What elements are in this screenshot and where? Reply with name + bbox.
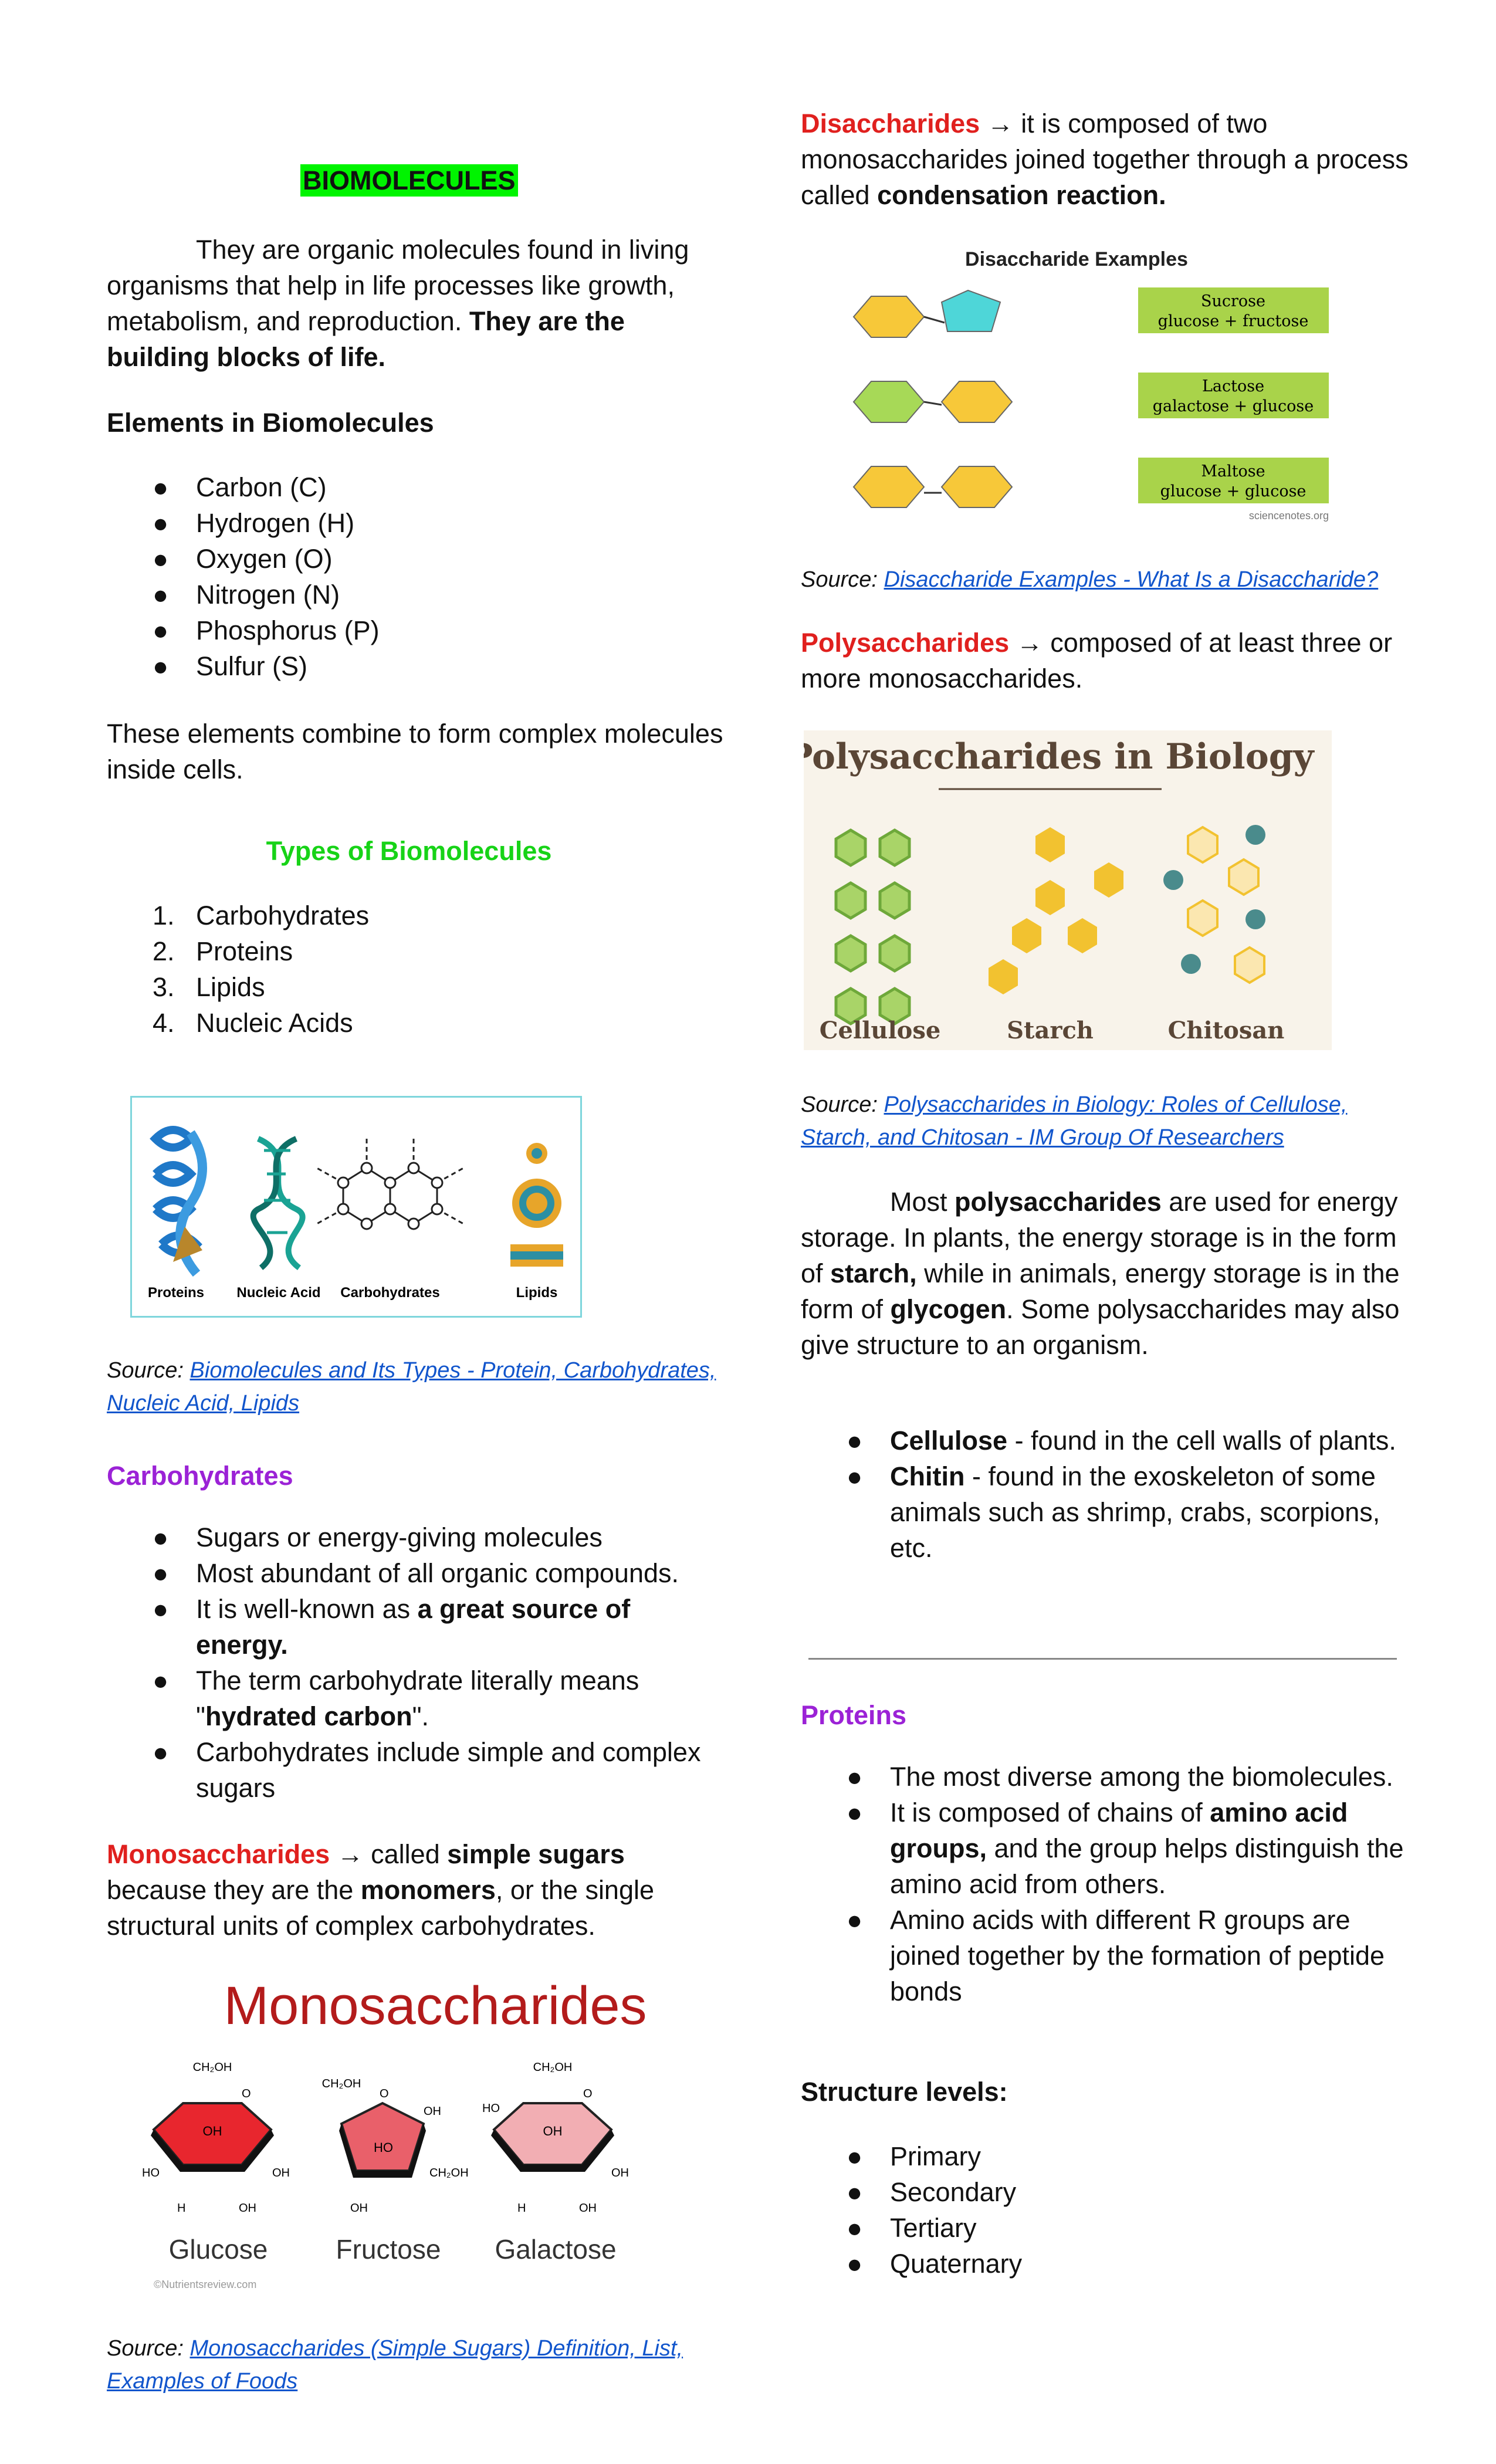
svg-text:OH: OH [579,2202,597,2215]
list-item: ● Amino acids with different R groups are joined together by the formation of peptide bonds [847,1905,1385,2006]
source-4-link[interactable]: Polysaccharides in Biology: Roles of Cellulose, Starch, and Chitosan - IM Group Of Researchers [801,1092,1348,1150]
chitosan-chain-icon [1163,825,1265,983]
polysaccharides-figure [804,730,1332,1050]
source-2-link[interactable]: Monosaccharides (Simple Sugars) Definition, List, Examples of Foods [107,2336,683,2394]
maltose-parts: glucose + glucose [1160,482,1307,500]
di-fig-title: Disaccharide Examples [965,248,1188,270]
structure-levels-heading: Structure levels: [801,2077,1008,2107]
list-item: ● Secondary [847,2177,1017,2207]
list-item: 4. Nucleic Acids [153,1008,353,1038]
svg-text:H: H [177,2202,186,2215]
page-title: BIOMOLECULES [300,164,518,197]
source-1: Source: Biomolecules and Its Types - Protein, Carbohydrates, Nucleic Acid, Lipids [107,1358,716,1416]
list-item: 1. Carbohydrates [153,901,370,930]
svg-text:OH: OH [611,2167,629,2179]
chitosan-label: Chitosan [1167,1017,1285,1044]
proteins-list [801,1759,1423,2009]
types-list [107,898,729,1041]
svg-text:OH: OH [350,2202,368,2215]
monosaccharides-paragraph: Monosaccharides → called simple sugars because they are the monomers, or the single structural units of complex carbohydrates. [107,1839,655,1941]
mono-fig-credit: ©Nutrientsreview.com [154,2279,257,2290]
sucrose-parts: glucose + fructose [1157,312,1309,330]
list-item: 3. Lipids [153,972,265,1002]
source-2: Source: Monosaccharides (Simple Sugars) Definition, List, Examples of Foods [107,2336,683,2394]
svg-text:HO: HO [482,2102,500,2115]
list-item: ● Quaternary [847,2249,1023,2279]
list-item: ● The most diverse among the biomolecules. [847,1762,1393,1792]
lactose-parts: galactose + glucose [1152,397,1314,415]
monosaccharides-figure [142,1977,729,2294]
source-3-link[interactable]: Disaccharide Examples - What Is a Disaccharide? [884,567,1379,592]
polysaccharides-storage-paragraph: Most polysaccharides are used for energy storage. In plants, the energy storage is in the form of starch, while in animals, energy storage is in the form of glycogen. Some polysaccharides may also give structure to an organism. [801,1187,1400,1360]
list-item: ● The term carbohydrate literally means "hydrated carbon". [153,1666,639,1731]
fig-label-proteins: Proteins [147,1285,205,1301]
starch-label: Starch [1007,1017,1094,1044]
lipid-icon [510,1143,563,1267]
carbohydrate-ring-icon [317,1139,463,1229]
svg-text:CH₂OH: CH₂OH [192,2061,232,2074]
svg-text:CH₂OH: CH₂OH [321,2077,361,2090]
glucose-ring-icon [142,2061,290,2215]
proteins-heading: Proteins [801,1700,907,1730]
list-item: ● Carbon (C) [153,472,327,502]
source-4: Source: Polysaccharides in Biology: Roles of Cellulose, Starch, and Chitosan - IM Group Of Researchers [801,1092,1348,1150]
svg-text:O: O [242,2087,251,2100]
fig-label-nucleic-acid: Nucleic Acid [236,1285,321,1301]
section-divider [808,1658,1397,1660]
disaccharides-paragraph: Disaccharides → it is composed of two monosaccharides joined together through a process called condensation reaction. [801,109,1409,210]
svg-text:H: H [517,2202,526,2215]
source-1-link[interactable]: Biomolecules and Its Types - Protein, Carbohydrates, Nucleic Acid, Lipids [107,1358,716,1416]
svg-text:OH: OH [424,2105,441,2118]
disaccharide-figure [842,243,1341,531]
carbohydrates-heading: Carbohydrates [107,1461,293,1491]
dna-helix-icon [253,1139,303,1268]
list-item: ● Carbohydrates include simple and complex sugars [153,1737,701,1803]
carbohydrates-list [107,1519,729,1806]
svg-text:OH: OH [272,2167,290,2179]
list-item: 2. Proteins [153,936,293,966]
svg-text:HO: HO [142,2167,160,2179]
intro-bold: They are the building blocks of life. [107,306,625,372]
list-item: ● Most abundant of all organic compounds. [153,1558,679,1588]
lactose-structure-icon [854,381,1012,422]
cellulose-label: Cellulose [819,1017,941,1044]
svg-text:OH: OH [239,2202,256,2215]
svg-text:OH: OH [202,2124,222,2138]
intro-text: They are organic molecules found in living organisms that help in life processes like growth, metabolism, and reproduction. [107,235,689,336]
list-item: ● Hydrogen (H) [153,508,355,538]
list-item: ● It is composed of chains of amino acid groups, and the group helps distinguish the amino acid from others. [847,1798,1404,1899]
maltose-label: Maltose [1201,462,1265,480]
polysaccharides-list [801,1423,1423,1566]
intro-paragraph [107,232,729,375]
list-item: ● Chitin - found in the exoskeleton of some animals such as shrimp, crabs, scorpions, etc. [847,1461,1380,1563]
list-item: ● Primary [847,2141,981,2171]
list-item: ● It is well-known as a great source of energy. [153,1594,631,1660]
list-item: ● Sugars or energy-giving molecules [153,1522,603,1552]
fig-label-carbohydrates: Carbohydrates [340,1285,440,1301]
list-item: ● Cellulose - found in the cell walls of plants. [847,1426,1396,1456]
list-item: ● Oxygen (O) [153,544,333,574]
list-item: ● Nitrogen (N) [153,580,340,610]
svg-text:CH₂OH: CH₂OH [429,2167,469,2179]
elements-list [107,469,729,684]
types-heading: Types of Biomolecules [266,836,552,866]
svg-text:HO: HO [374,2140,393,2155]
list-item: ● Phosphorus (P) [153,615,380,645]
glucose-label: Glucose [168,2234,268,2265]
svg-text:O: O [583,2087,593,2100]
svg-text:O: O [380,2087,389,2100]
fructose-label: Fructose [336,2234,441,2265]
di-fig-credit: sciencenotes.org [1248,510,1329,522]
protein-ribbon-icon [155,1130,202,1274]
cellulose-chain-icon [836,830,909,1024]
maltose-structure-icon [854,466,1012,507]
svg-text:CH₂OH: CH₂OH [533,2061,573,2074]
biomolecules-illustration [132,1098,580,1316]
galactose-label: Galactose [495,2234,617,2265]
fig-label-lipids: Lipids [516,1285,558,1301]
elements-note: These elements combine to form complex molecules inside cells. [107,719,723,784]
lactose-label: Lactose [1201,377,1265,395]
structure-levels-list [801,2138,1423,2282]
fructose-ring-icon [322,2077,469,2215]
polysaccharides-paragraph: Polysaccharides → composed of at least three or more monosaccharides. [801,628,1393,693]
poly-fig-title: Polysaccharides in Biology [804,736,1314,777]
sucrose-label: Sucrose [1200,292,1266,310]
mono-fig-title: Monosaccharides [224,1977,647,2036]
source-3: Source: Disaccharide Examples - What Is a Disaccharide? [801,567,1379,592]
biomolecules-figure [130,1096,582,1318]
elements-heading: Elements in Biomolecules [107,408,434,438]
list-item: ● Tertiary [847,2213,977,2243]
list-item: ● Sulfur (S) [153,651,308,681]
galactose-ring-icon [482,2061,629,2215]
svg-text:OH: OH [543,2124,563,2138]
sucrose-structure-icon [854,290,1000,337]
starch-chain-icon [989,827,1123,994]
